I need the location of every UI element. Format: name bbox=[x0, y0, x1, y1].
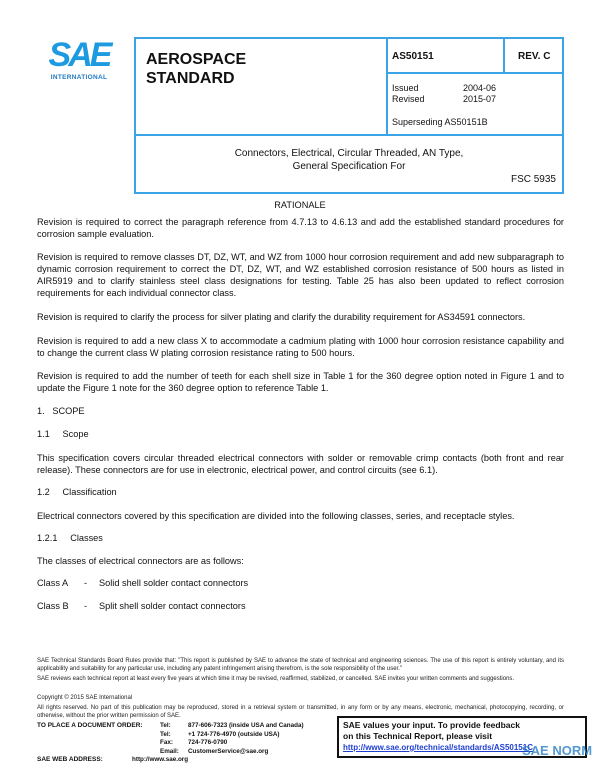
section-heading: 1. SCOPE bbox=[37, 406, 85, 416]
logo-mark: SAE bbox=[48, 36, 110, 74]
spec-title-line1: Connectors, Electrical, Circular Threaded, AN Type, bbox=[234, 148, 464, 159]
contact-row: Email: CustomerService@sae.org bbox=[160, 747, 269, 755]
doc-type bbox=[146, 50, 246, 88]
footer-review: SAE reviews each technical report at least every five years at which time it may be revised, reaffirmed, stabilized, or cancelled. SAE invites your written comments and suggestions. bbox=[37, 676, 515, 682]
footer-rights: All rights reserved. No part of this publication may be reproduced, stored in a retrieval system or transmitted, in any form or by any means, electronic, mechanical, photocopying, recording, or otherwise, without the prior written permission of SAE. bbox=[37, 705, 564, 719]
logo-sub: INTERNATIONAL bbox=[50, 74, 108, 81]
feedback-line1: SAE values your input. To provide feedback bbox=[343, 720, 520, 730]
classification-paragraph: Electrical connectors covered by this specification are divided into the following classes, series, and receptacle styles. bbox=[37, 511, 515, 521]
revised-date: 2015-07 bbox=[463, 94, 497, 104]
section-heading: 1.1 Scope bbox=[37, 429, 89, 439]
footer-copyright: Copyright © 2015 SAE International bbox=[37, 695, 133, 701]
class-desc: Split shell solder contact connectors bbox=[99, 601, 246, 611]
web-label: SAE WEB ADDRESS: bbox=[37, 756, 103, 763]
classes-paragraph: The classes of electrical connectors are as follows: bbox=[37, 556, 244, 566]
class-a-row bbox=[37, 578, 249, 588]
class-dash: - bbox=[84, 601, 88, 611]
class-b-row bbox=[37, 601, 246, 611]
class-name: Class B bbox=[37, 601, 69, 611]
rationale-paragraph: Revision is required to add a new class X to accommodate a cadmium plating with 1000 hour corrosion resistance capability and to change the current class W plating corrosion resistance rating to 500 hours. bbox=[37, 336, 564, 358]
class-name: Class A bbox=[37, 578, 69, 588]
contact-row bbox=[132, 756, 304, 765]
watermark: SAE NORM bbox=[522, 743, 593, 758]
rationale-paragraph: Revision is required to add the number of teeth for each shell size in Table 1 for the 360 degree option noted in Figure 1 and to update the Figure 1 note for the 360 degree option to reference Table 1. bbox=[37, 371, 564, 393]
section-heading: 1.2.1 Classes bbox=[37, 533, 103, 543]
revision: REV. C bbox=[518, 51, 551, 62]
sae-web-link[interactable]: http://www.sae.org bbox=[132, 756, 189, 763]
rationale-paragraph: Revision is required to clarify the process for silver plating and clarify the durability requirement for AS34591 connectors. bbox=[37, 312, 526, 322]
fsc-code: FSC 5935 bbox=[510, 174, 556, 185]
order-label: TO PLACE A DOCUMENT ORDER: bbox=[37, 722, 143, 729]
spec-title-line2: General Specification For bbox=[292, 161, 406, 172]
doc-type-line1: AEROSPACE bbox=[146, 51, 247, 68]
rationale-heading: RATIONALE bbox=[274, 200, 326, 210]
section-heading: 1.2 Classification bbox=[37, 487, 117, 497]
contact-list bbox=[132, 722, 304, 765]
issued-date: 2004-06 bbox=[463, 83, 497, 93]
contact-row: Tel: +1 724-776-4970 (outside USA) bbox=[160, 730, 280, 738]
doc-type-line2: STANDARD bbox=[146, 70, 235, 87]
rationale-paragraph: Revision is required to remove classes DT, DZ, WT, and WZ from 1000 hour corrosion requirement and add new subparagraph to dynamic corrosion requirement to correct the DT, DZ, WT, and WZ established corrosion resistance of 500 hours as listed in AIR5919 and to clarify stainless steel class designations for testing. Table 25 has also been updated to reflect corrosion requirements for each individual connector class. bbox=[37, 252, 564, 298]
contact-row: Fax: 724-776-0790 bbox=[160, 739, 228, 746]
rationale-paragraph: Revision is required to correct the paragraph reference from 4.7.13 to 4.6.13 and add the established standard procedures for corrosion sample evaluation. bbox=[37, 217, 564, 239]
supersedes: Superseding AS50151B bbox=[392, 117, 488, 127]
spec-title bbox=[134, 147, 564, 173]
contact-row: Tel: 877-606-7323 (inside USA and Canada) bbox=[160, 722, 304, 729]
class-dash: - bbox=[84, 578, 88, 588]
footer-rules: SAE Technical Standards Board Rules provide that: "This report is published by SAE to advance the state of technical and engineering sciences. The use of this report is entirely voluntary, and its applicability and suitability for any particular use, including any patent infringement arising therefrom, is the sole responsibility of the user." bbox=[37, 658, 564, 672]
class-desc: Solid shell solder contact connectors bbox=[99, 578, 249, 588]
sae-logo bbox=[38, 36, 120, 81]
feedback-link[interactable]: http://www.sae.org/technical/standards/AS50151C bbox=[343, 743, 533, 752]
doc-number: AS50151 bbox=[392, 51, 434, 62]
feedback-line2: on this Technical Report, please visit bbox=[343, 731, 493, 741]
revised-label: Revised bbox=[392, 94, 425, 104]
scope-paragraph: This specification covers circular threaded electrical connectors with solder or removable crimp contacts (both front and rear release). These connectors are for use in electronic, electrical power, and control circuits (see 6.1). bbox=[37, 453, 564, 475]
issued-label: Issued bbox=[392, 83, 419, 93]
